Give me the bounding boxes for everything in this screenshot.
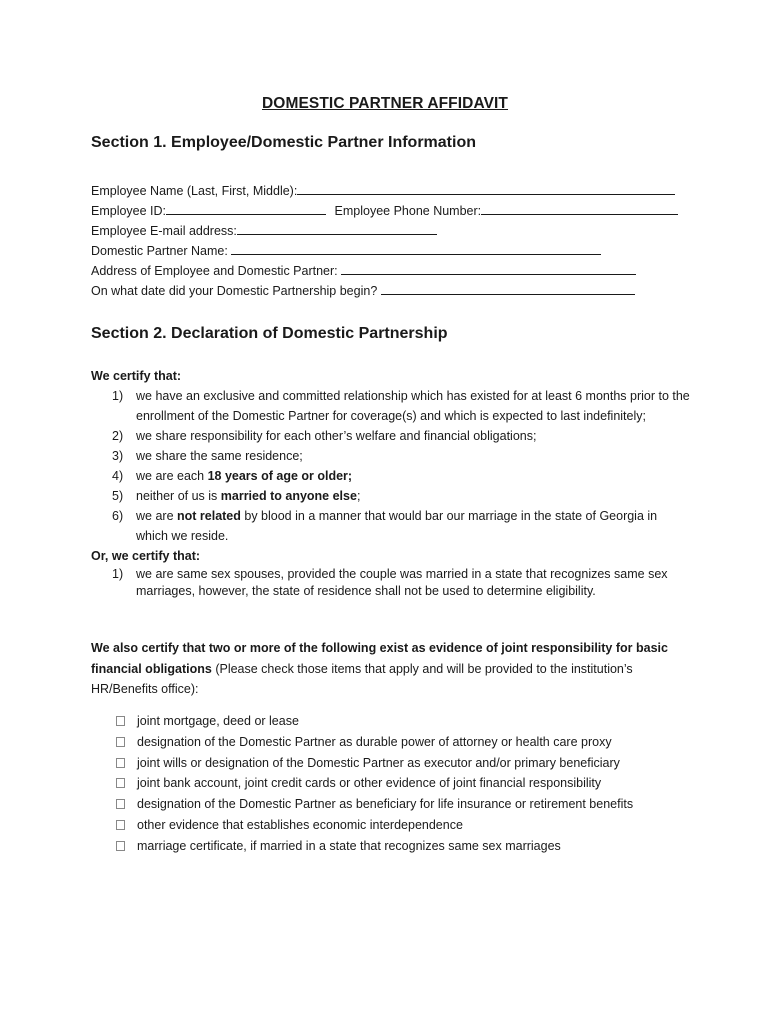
partnership-date-row: [91, 281, 691, 301]
employee-email-row: [91, 221, 691, 241]
joint-responsibility-paragraph: [91, 638, 671, 700]
evidence-label: joint mortgage, deed or lease: [137, 714, 299, 728]
employee-id-input-line[interactable]: [166, 201, 326, 215]
evidence-checkbox[interactable]: [116, 737, 125, 747]
item-text-end: ;: [356, 489, 361, 503]
evidence-checkbox[interactable]: [116, 820, 125, 830]
or-certify-heading: Or, we certify that:: [91, 549, 201, 563]
employee-email-input-line[interactable]: [237, 221, 437, 235]
employee-id-label: Employee ID:: [91, 204, 167, 218]
item-number: 1): [112, 389, 124, 403]
evidence-label: marriage certificate, if married in a state that recognizes same sex marriages: [137, 838, 561, 853]
item-text: we are same sex spouses, provided the couple was married in a state that recognizes same sex marriages, however, the state of residence shall not be used to determine eligibility.: [136, 567, 668, 598]
list-item: [91, 426, 691, 446]
certify-heading: We certify that:: [91, 369, 182, 383]
address-label: Address of Employee and Domestic Partner:: [91, 264, 338, 278]
evidence-checkbox[interactable]: [116, 758, 125, 768]
evidence-checkbox[interactable]: [116, 841, 125, 851]
list-item: [91, 466, 691, 486]
item-text: neither of us is: [136, 489, 221, 503]
employee-phone-input-line[interactable]: [481, 201, 678, 215]
list-item: [91, 506, 691, 546]
employee-name-input-line[interactable]: [297, 181, 675, 195]
employee-name-row: [91, 181, 691, 201]
evidence-checkbox[interactable]: [116, 799, 125, 809]
declaration-block: [91, 366, 691, 600]
evidence-item: [116, 732, 633, 753]
partnership-date-input-line[interactable]: [381, 281, 635, 295]
list-item: [91, 566, 691, 600]
employee-email-label: Employee E-mail address:: [91, 224, 237, 238]
evidence-label: designation of the Domestic Partner as beneficiary for life insurance or retirement benefits: [137, 797, 634, 812]
joint-responsibility-bold: We also certify that two or more of the following exist as evidence of joint responsibility for basic financial obligations: [91, 641, 668, 676]
item-number: 3): [112, 449, 124, 463]
partnership-date-label: On what date did your Domestic Partnership begin?: [91, 284, 378, 298]
list-item: [91, 386, 691, 426]
employee-info-fields: [91, 181, 691, 301]
item-emphasis: 18 years of age or older;: [207, 469, 353, 483]
evidence-item: [116, 753, 633, 774]
item-number: 6): [112, 509, 124, 523]
item-text: we are: [136, 509, 177, 523]
item-text: we share the same residence;: [136, 449, 303, 463]
item-number: 2): [112, 429, 124, 443]
partner-name-label: Domestic Partner Name:: [91, 244, 228, 258]
evidence-item: [116, 773, 633, 794]
evidence-label: designation of the Domestic Partner as durable power of attorney or health care proxy: [137, 734, 612, 749]
address-input-line[interactable]: [341, 261, 636, 275]
evidence-label: joint wills or designation of the Domestic Partner as executor and/or primary beneficiary: [137, 755, 620, 770]
section1-heading: Section 1. Employee/Domestic Partner Information: [91, 134, 476, 151]
item-emphasis: married to anyone else: [220, 489, 357, 503]
joint-responsibility-text: (Please check those items that apply and will be provided to the institution’s HR/Benefits office):: [91, 661, 633, 696]
section2-heading: Section 2. Declaration of Domestic Partnership: [91, 325, 448, 342]
list-item: [91, 446, 691, 466]
evidence-checklist: [116, 711, 633, 857]
employee-phone-label: Employee Phone Number:: [334, 204, 482, 218]
employee-id-row: [91, 201, 691, 221]
item-number: 1): [112, 567, 124, 581]
evidence-checkbox[interactable]: [116, 716, 125, 726]
item-number: 4): [112, 469, 124, 483]
item-number: 5): [112, 489, 124, 503]
evidence-label: other evidence that establishes economic interdependence: [137, 817, 463, 832]
document-title: DOMESTIC PARTNER AFFIDAVIT: [262, 95, 508, 112]
employee-name-label: Employee Name (Last, First, Middle):: [91, 184, 298, 198]
item-text-end: by blood in a manner that would bar our marriage in the state of Georgia in which we reside.: [136, 509, 658, 543]
evidence-item: [116, 836, 633, 857]
item-emphasis: not related: [177, 509, 241, 523]
address-row: [91, 261, 691, 281]
item-text: we share responsibility for each other’s welfare and financial obligations;: [136, 429, 537, 443]
partner-name-row: [91, 241, 691, 261]
item-text: we are each: [136, 469, 208, 483]
evidence-item: [116, 815, 633, 836]
evidence-checkbox[interactable]: [116, 778, 125, 788]
item-text: we have an exclusive and committed relationship which has existed for at least 6 months prior to the enrollment of the Domestic Partner for coverage(s) and which is expected to last indefinitely;: [136, 389, 690, 423]
partner-name-input-line[interactable]: [231, 241, 601, 255]
list-item: [91, 486, 691, 506]
evidence-item: [116, 711, 633, 732]
evidence-label: joint bank account, joint credit cards or other evidence of joint financial responsibility: [137, 776, 602, 791]
evidence-item: [116, 794, 633, 815]
